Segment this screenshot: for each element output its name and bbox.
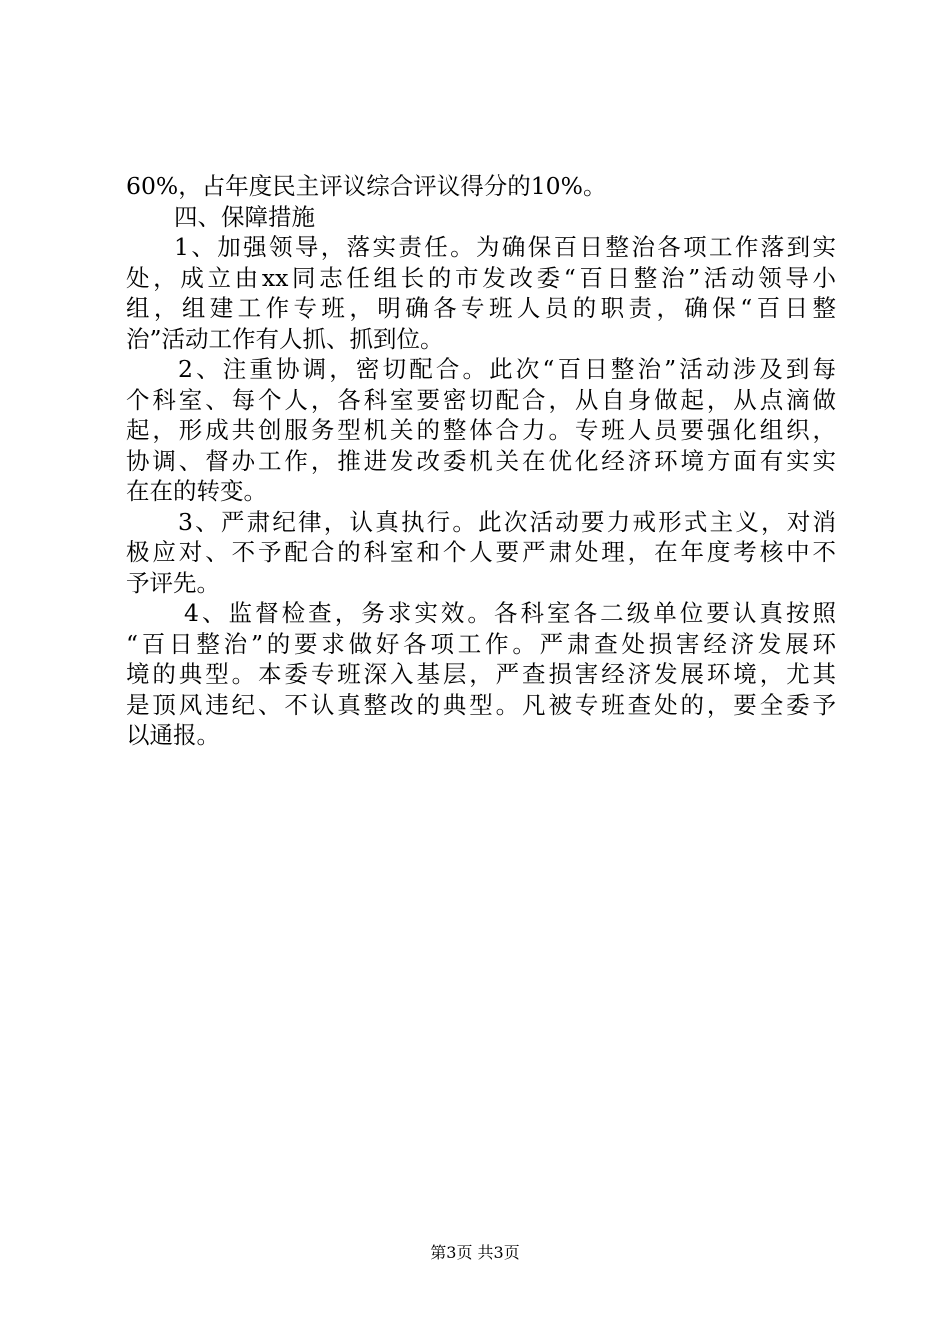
body-line: 以通报。 <box>126 721 220 749</box>
page-number-footer: 第3页 共3页 <box>430 1243 520 1262</box>
body-line: 60%，占年度民主评议综合评议得分的10%。 <box>126 172 607 200</box>
body-line: 4、监督检查，务求实效。各科室各二级单位要认真按照 <box>184 599 836 627</box>
section-heading: 四、保障措施 <box>174 202 315 231</box>
body-line: 协调、督办工作，推进发改委机关在优化经济环境方面有实实 <box>126 446 836 475</box>
body-line: 境的典型。本委专班深入基层，严查损害经济发展环境，尤其 <box>126 660 836 688</box>
body-line: “百日整治”的要求做好各项工作。严肃查处损害经济发展环 <box>126 629 836 658</box>
body-line: 予评先。 <box>126 568 220 597</box>
body-line: 起，形成共创服务型机关的整体合力。专班人员要强化组织， <box>126 416 836 444</box>
body-line: 2、注重协调，密切配合。此次“百日整治”活动涉及到每 <box>178 355 836 383</box>
document-body <box>126 171 836 751</box>
body-line: 极应对、不予配合的科室和个人要严肃处理，在年度考核中不 <box>126 538 836 566</box>
body-line: 是顶风违纪、不认真整改的典型。凡被专班查处的，要全委予 <box>126 690 836 719</box>
body-line: 个科室、每个人，各科室要密切配合，从自身做起，从点滴做 <box>126 385 836 414</box>
body-line: 在在的转变。 <box>126 477 267 505</box>
body-line: 治”活动工作有人抓、抓到位。 <box>126 324 444 353</box>
body-line: 处，成立由xx同志任组长的市发改委“百日整治”活动领导小 <box>126 263 836 292</box>
body-line: 组，组建工作专班，明确各专班人员的职责，确保“百日整 <box>126 294 836 322</box>
body-line: 1、加强领导，落实责任。为确保百日整治各项工作落到实 <box>174 233 836 261</box>
body-line: 3、严肃纪律，认真执行。此次活动要力戒形式主义，对消 <box>178 507 836 536</box>
